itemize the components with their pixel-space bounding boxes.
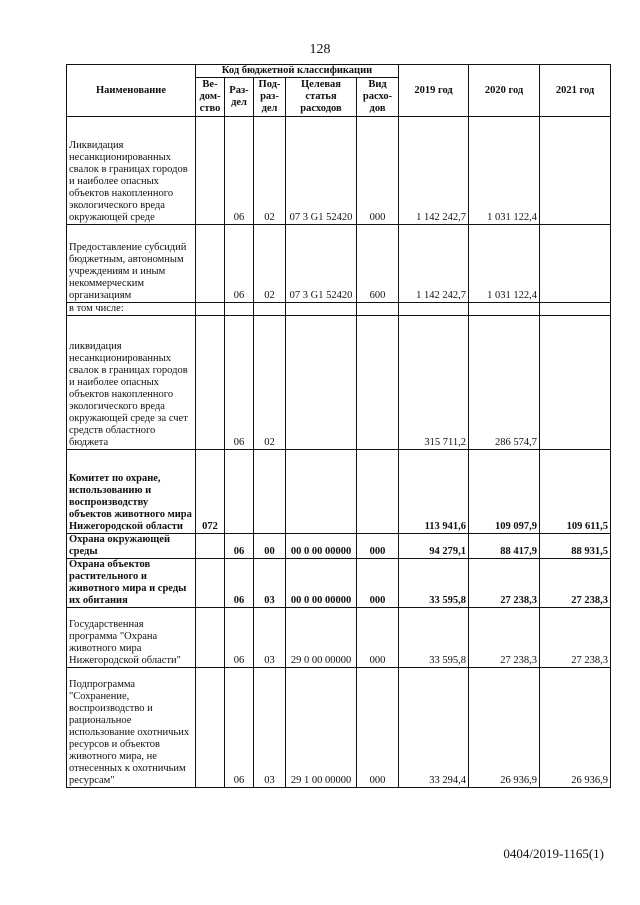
- table-cell-expense-type: 000: [357, 559, 399, 608]
- header-name: Наименование: [67, 65, 196, 117]
- header-subsection: Под- раз- дел: [254, 78, 286, 117]
- table-cell-2020: 109 097,9: [469, 450, 540, 534]
- table-cell-subsection: 03: [254, 608, 286, 668]
- page-number: 128: [309, 42, 331, 57]
- table-cell-subsection: 02: [254, 117, 286, 225]
- table-cell-name: ликвидация несанкционированных свалок в границах городов и наиболее опасных объектов накопленного экологического вреда окружающей среде за счет средств областного бюджета: [67, 316, 196, 450]
- budget-table: [66, 64, 611, 788]
- table-cell-2020: 1 031 122,4: [469, 225, 540, 303]
- table-cell-section: [225, 303, 254, 316]
- table-cell-expense-type: [357, 316, 399, 450]
- table-cell-department: 072: [196, 450, 225, 534]
- table-cell-department: [196, 668, 225, 788]
- table-cell-target-article: 07 3 G1 52420: [286, 117, 357, 225]
- table-cell-expense-type: 000: [357, 668, 399, 788]
- table-cell-2021: [540, 225, 611, 303]
- table-cell-name: Подпрограмма "Сохранение, воспроизводство и рациональное использование охотничьих ресурсов и объектов животного мира, не отнесенных к охотничьим ресурсам": [67, 668, 196, 788]
- table-cell-2021: [540, 303, 611, 316]
- table-cell-subsection: 03: [254, 559, 286, 608]
- table-cell-2020: 286 574,7: [469, 316, 540, 450]
- table-row: [67, 225, 611, 303]
- table-cell-target-article: 29 0 00 00000: [286, 608, 357, 668]
- table-cell-target-article: [286, 303, 357, 316]
- table-row: [67, 450, 611, 534]
- table-cell-2020: 26 936,9: [469, 668, 540, 788]
- table-cell-2020: [469, 303, 540, 316]
- table-cell-2019: 113 941,6: [399, 450, 469, 534]
- header-budget-code: Код бюджетной классификации: [196, 65, 399, 78]
- table-cell-subsection: 03: [254, 668, 286, 788]
- table-cell-department: [196, 316, 225, 450]
- table-cell-department: [196, 559, 225, 608]
- table-row: [67, 117, 611, 225]
- table-cell-target-article: 07 3 G1 52420: [286, 225, 357, 303]
- table-cell-expense-type: [357, 303, 399, 316]
- table-cell-2019: 1 142 242,7: [399, 225, 469, 303]
- table-cell-2021: [540, 117, 611, 225]
- table-cell-2021: 109 611,5: [540, 450, 611, 534]
- table-cell-2020: 88 417,9: [469, 534, 540, 559]
- table-cell-expense-type: [357, 450, 399, 534]
- table-row: [67, 559, 611, 608]
- header-department: Ве- дом- ство: [196, 78, 225, 117]
- table-cell-target-article: [286, 316, 357, 450]
- table-cell-target-article: 00 0 00 00000: [286, 559, 357, 608]
- table-cell-expense-type: 000: [357, 608, 399, 668]
- table-cell-name: Охрана объектов растительного и животного мира и среды их обитания: [67, 559, 196, 608]
- table-cell-subsection: [254, 303, 286, 316]
- table-cell-department: [196, 303, 225, 316]
- table-cell-department: [196, 608, 225, 668]
- table-cell-expense-type: 000: [357, 534, 399, 559]
- table-cell-name: Предоставление субсидий бюджетным, автономным учреждениям и иным некоммерческим организациям: [67, 225, 196, 303]
- table-cell-2019: 33 595,8: [399, 559, 469, 608]
- table-cell-2019: 94 279,1: [399, 534, 469, 559]
- table-row: [67, 534, 611, 559]
- table-cell-2021: 27 238,3: [540, 608, 611, 668]
- table-cell-section: 06: [225, 117, 254, 225]
- table-cell-name: Ликвидация несанкционированных свалок в границах городов и наиболее опасных объектов накопленного экологического вреда окружающей среде: [67, 117, 196, 225]
- table-cell-2020: 27 238,3: [469, 559, 540, 608]
- table-cell-2021: 27 238,3: [540, 559, 611, 608]
- table-row: [67, 668, 611, 788]
- table-cell-2019: 1 142 242,7: [399, 117, 469, 225]
- table-cell-target-article: 29 1 00 00000: [286, 668, 357, 788]
- header-target-article: Целевая статья расходов: [286, 78, 357, 117]
- table-cell-department: [196, 225, 225, 303]
- table-cell-target-article: [286, 450, 357, 534]
- table-cell-subsection: 02: [254, 225, 286, 303]
- header-expense-type: Вид расхо- дов: [357, 78, 399, 117]
- table-cell-section: 06: [225, 534, 254, 559]
- table-row: [67, 608, 611, 668]
- table-cell-subsection: 00: [254, 534, 286, 559]
- table-cell-2020: 1 031 122,4: [469, 117, 540, 225]
- header-section: Раз- дел: [225, 78, 254, 117]
- table-cell-expense-type: 000: [357, 117, 399, 225]
- table-cell-subsection: 02: [254, 316, 286, 450]
- table-cell-section: 06: [225, 225, 254, 303]
- table-row: [67, 316, 611, 450]
- table-cell-2019: [399, 303, 469, 316]
- document-id: 0404/2019-1165(1): [503, 846, 604, 861]
- table-cell-name: Государственная программа "Охрана животного мира Нижегородской области": [67, 608, 196, 668]
- table-cell-department: [196, 534, 225, 559]
- header-2019: 2019 год: [399, 65, 469, 117]
- table-cell-2021: 88 931,5: [540, 534, 611, 559]
- table-cell-section: 06: [225, 608, 254, 668]
- table-cell-2019: 33 294,4: [399, 668, 469, 788]
- header-2021: 2021 год: [540, 65, 611, 117]
- table-cell-section: 06: [225, 668, 254, 788]
- table-cell-2019: 315 711,2: [399, 316, 469, 450]
- table-cell-2019: 33 595,8: [399, 608, 469, 668]
- table-cell-target-article: 00 0 00 00000: [286, 534, 357, 559]
- table-cell-section: 06: [225, 559, 254, 608]
- table-cell-subsection: [254, 450, 286, 534]
- header-2020: 2020 год: [469, 65, 540, 117]
- table-cell-department: [196, 117, 225, 225]
- table-cell-2021: [540, 316, 611, 450]
- table-cell-section: [225, 450, 254, 534]
- table-cell-section: 06: [225, 316, 254, 450]
- table-cell-2020: 27 238,3: [469, 608, 540, 668]
- table-row: [67, 303, 611, 316]
- table-cell-name: Охрана окружающей среды: [67, 534, 196, 559]
- table-cell-2021: 26 936,9: [540, 668, 611, 788]
- table-cell-name: Комитет по охране, использованию и воспроизводству объектов животного мира Нижегородской области: [67, 450, 196, 534]
- table-cell-expense-type: 600: [357, 225, 399, 303]
- table-cell-name: в том числе:: [67, 303, 196, 316]
